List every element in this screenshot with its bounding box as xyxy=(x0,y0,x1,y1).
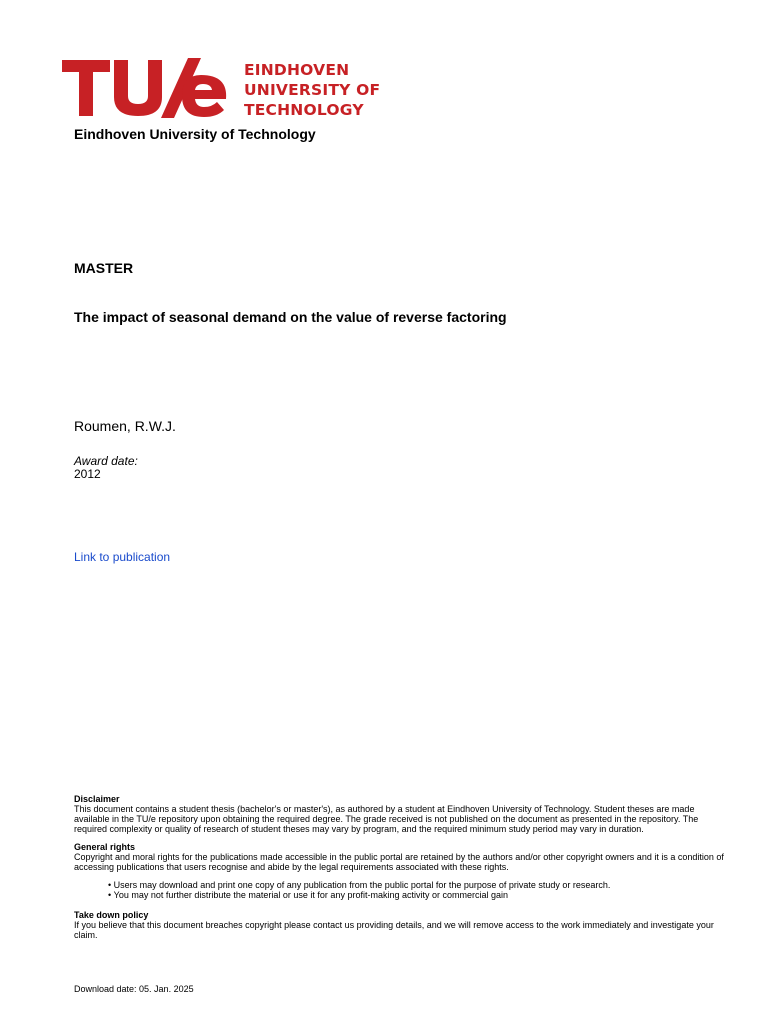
general-rights-text: Copyright and moral rights for the publications made accessible in the public portal are retained by the authors and/or other copyright owners and it is a condition of accessing publications that users recognise and abide by the legal requirements associated with these rights. xyxy=(74,852,724,872)
publication-link[interactable]: Link to publication xyxy=(74,550,171,564)
tue-logo-mark xyxy=(62,58,238,118)
download-date: Download date: 05. Jan. 2025 xyxy=(74,984,194,994)
general-rights-heading: General rights xyxy=(74,842,136,852)
degree-label: MASTER xyxy=(74,260,134,276)
disclaimer-text: This document contains a student thesis (bachelor's or master's), as authored by a student at Eindhoven University of Technology. Student theses are made available in the TU/e repository upon obtaining the required degree. The grade received is not published on the document as presented in the repository. The required complexity or quality of research of student theses may vary by program, and the required minimum study period may vary in duration. xyxy=(74,804,699,834)
legal-notice xyxy=(74,794,724,948)
general-rights-bullet: • You may not further distribute the material or use it for any profit-making activity or commercial gain xyxy=(108,890,724,900)
logo-line-2: UNIVERSITY OF xyxy=(244,81,381,99)
general-rights-list xyxy=(108,880,724,900)
disclaimer-heading: Disclaimer xyxy=(74,794,120,804)
thesis-title: The impact of seasonal demand on the value of reverse factoring xyxy=(74,309,507,325)
author-name: Roumen, R.W.J. xyxy=(74,418,176,434)
award-date-value: 2012 xyxy=(74,467,101,481)
tue-logo xyxy=(62,58,392,118)
logo-line-1: EINDHOVEN xyxy=(244,61,350,79)
general-rights-bullet: • Users may download and print one copy of any publication from the public portal for the purpose of private study or research. xyxy=(108,880,724,890)
take-down-heading: Take down policy xyxy=(74,910,149,920)
award-date-label: Award date: xyxy=(74,454,138,468)
tue-logo-wordmark xyxy=(244,60,394,120)
institution-name: Eindhoven University of Technology xyxy=(74,126,316,142)
logo-line-3: TECHNOLOGY xyxy=(244,101,364,119)
take-down-text: If you believe that this document breaches copyright please contact us providing details, and we will remove access to the work immediately and investigate your claim. xyxy=(74,920,714,940)
